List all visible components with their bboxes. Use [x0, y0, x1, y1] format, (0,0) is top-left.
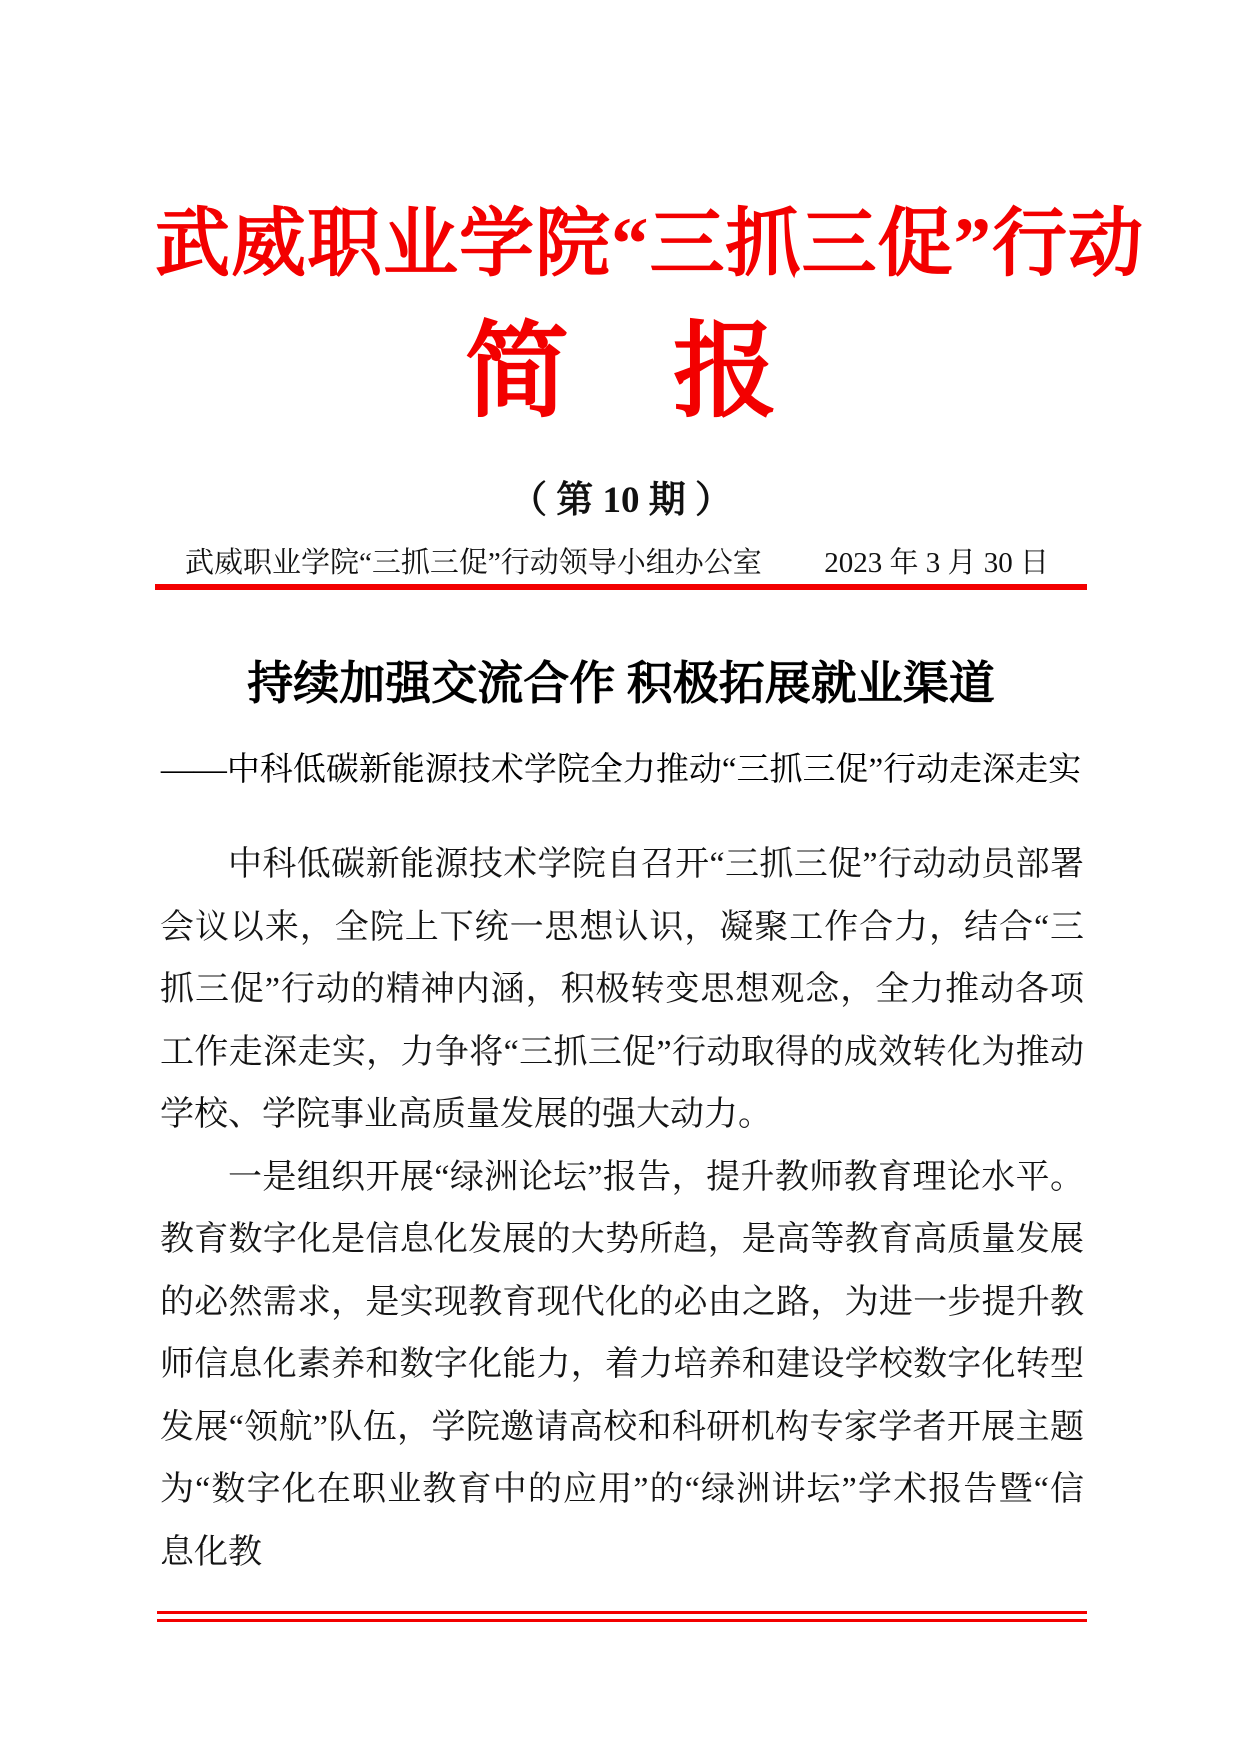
issue-date: 2023 年 3 月 30 日 — [824, 546, 1049, 579]
issuing-office: 武威职业学院“三抓三促”行动领导小组办公室 — [185, 546, 762, 579]
article-subtitle: ——中科低碳新能源技术学院全力推动“三抓三促”行动走深走实 — [160, 751, 1082, 788]
content-column — [155, 0, 1145, 1584]
masthead-title: 武威职业学院“三抓三促”行动 — [155, 203, 1145, 286]
article-title: 持续加强交流合作 积极拓展就业渠道 — [247, 657, 995, 709]
article-paragraph-2: 一是组织开展“绿洲论坛”报告，提升教师教育理论水平。教育数字化是信息化发展的大势所趋，是高等教育高质量发展的必然需求，是实现教育现代化的必由之路，为进一步提升教师信息化素养和数字化能力，着力培养和建设学校数字化转型发展“领航”队伍，学院邀请高校和科研机构专家学者开展主题为“数字化在职业教育中的应用”的“绿洲讲坛”学术报告暨“信息化教 — [160, 1158, 1084, 1571]
issue-number: （ 第 10 期 ） — [510, 479, 732, 521]
article-paragraph-1: 中科低碳新能源技术学院自召开“三抓三促”行动动员部署会议以来，全院上下统一思想认识，凝聚工作合力，结合“三抓三促”行动的精神内涵，积极转变思想观念，全力推动各项工作走深走实，力争将“三抓三促”行动取得的成效转化为推动学校、学院事业高质量发展的强大动力。 — [160, 846, 1084, 1134]
masthead-bulletin-title: 简 报 — [464, 315, 777, 430]
article-body — [155, 834, 1087, 1584]
header-rule — [155, 584, 1087, 590]
article — [155, 658, 1087, 1584]
issuing-info-row — [155, 545, 1087, 581]
masthead — [155, 203, 1145, 590]
footer-double-rule — [157, 1611, 1087, 1622]
